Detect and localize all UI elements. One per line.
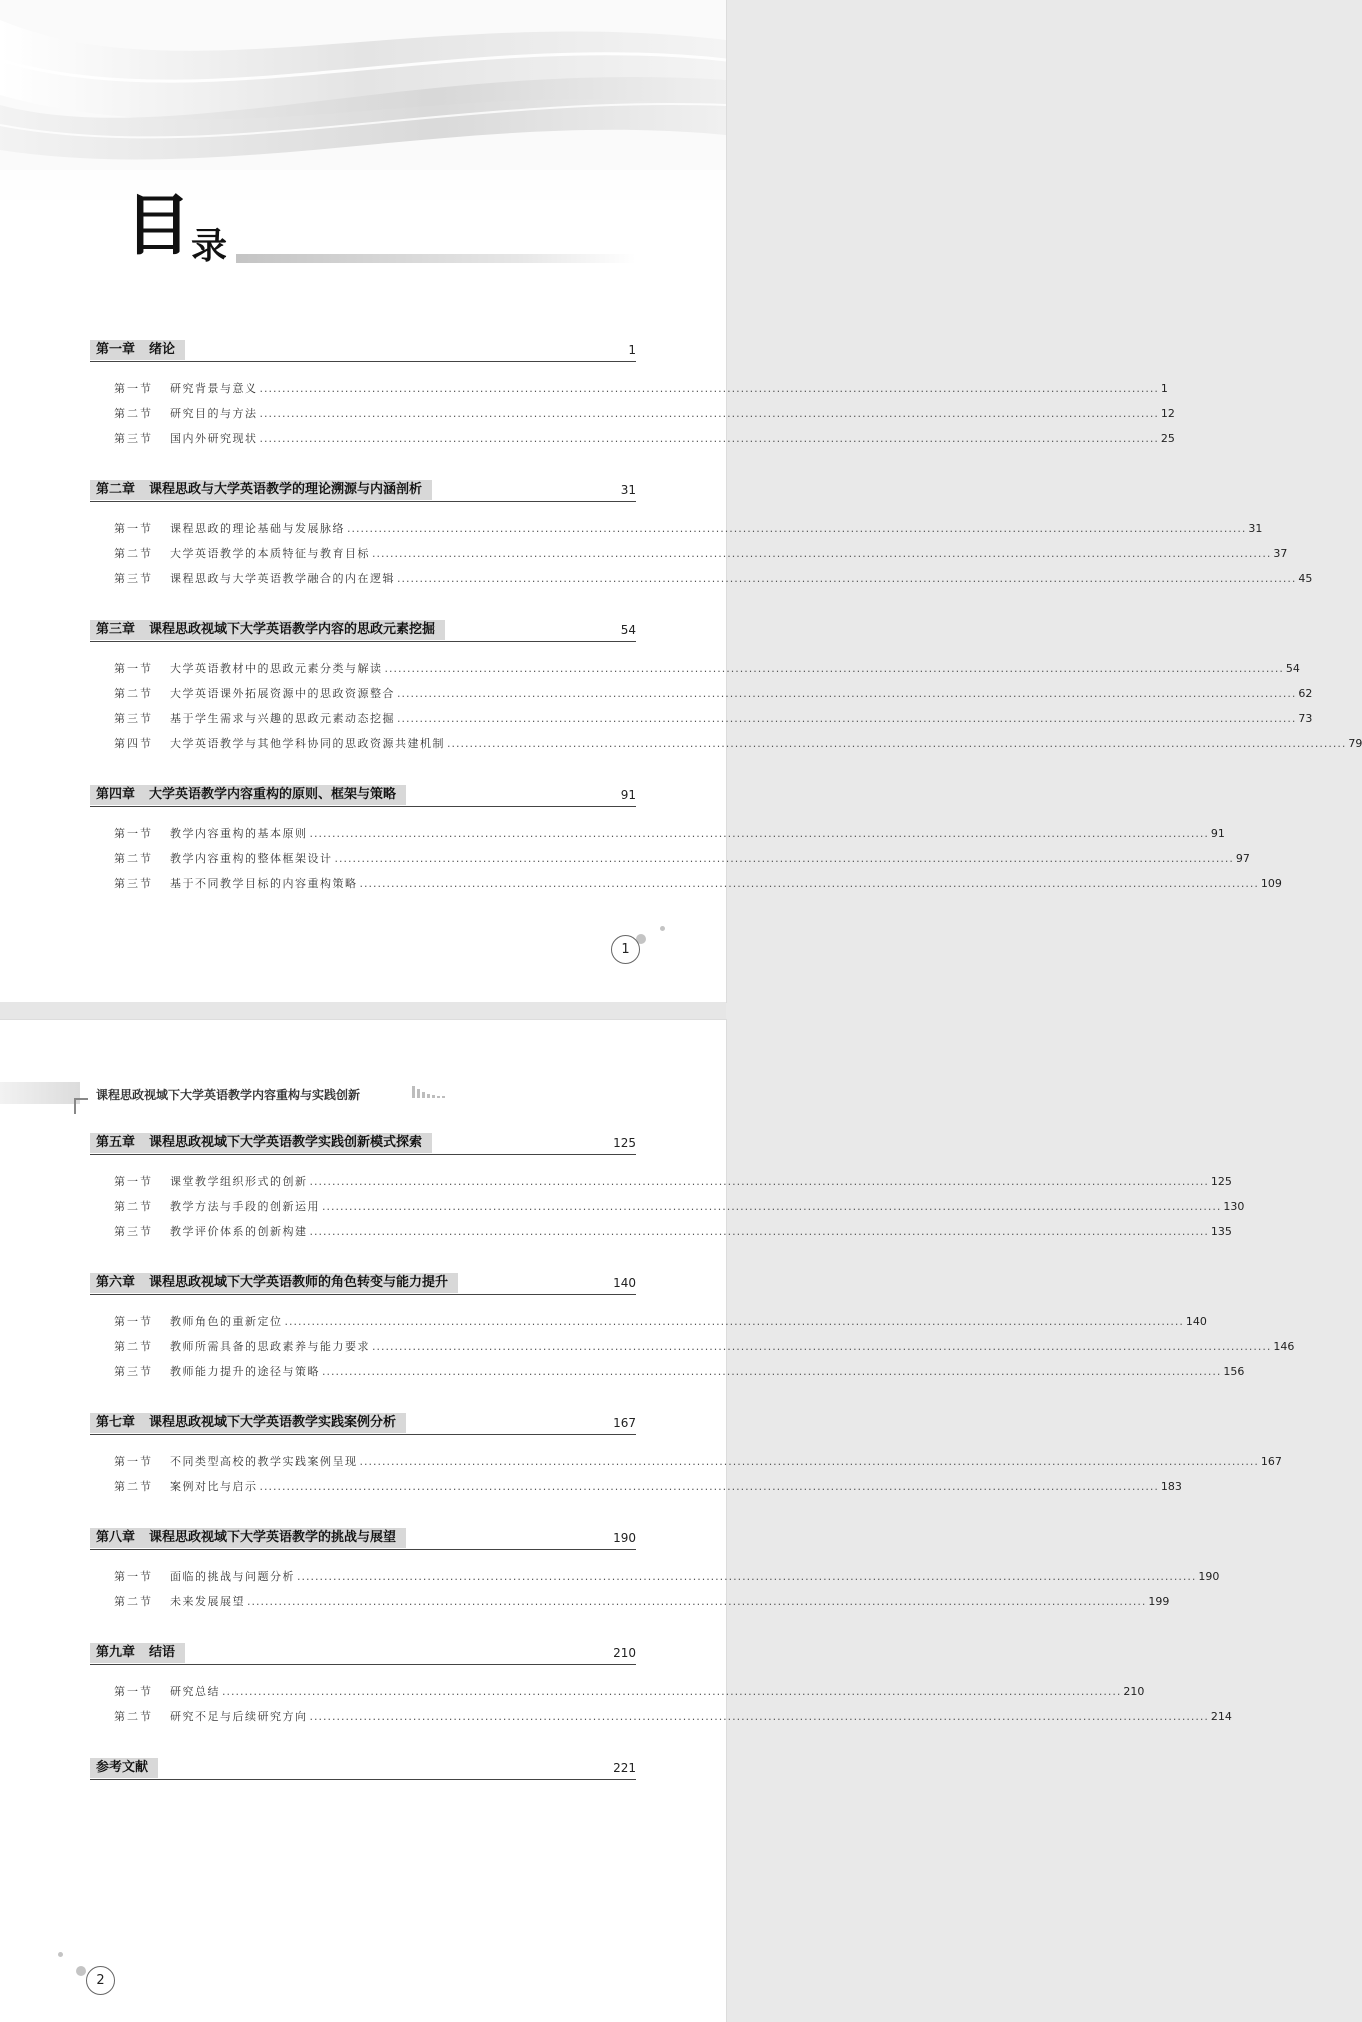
chapter-title: 课程思政与大学英语教学的理论溯源与内涵剖析 (149, 482, 423, 497)
chapter-label (90, 1413, 406, 1433)
section-row[interactable] (90, 1219, 1232, 1244)
section-row[interactable] (90, 426, 1175, 451)
section-row[interactable] (90, 1564, 1220, 1589)
running-header-bracket (74, 1098, 88, 1114)
chapter-row[interactable] (90, 1643, 636, 1665)
section-row[interactable] (90, 871, 1282, 896)
section-page-number: 199 (1148, 1595, 1170, 1608)
dot-leader: ........................................................................................................................................................................................................ (359, 1455, 1259, 1468)
section-title: 大学英语教学的本质特征与教育目标 (170, 547, 370, 560)
chapter-row[interactable] (90, 785, 636, 807)
header-wave-decoration (0, 0, 726, 200)
chapter-label (90, 1273, 458, 1293)
section-row[interactable] (90, 516, 1263, 541)
section-page-number: 91 (1210, 827, 1225, 840)
page-gap (0, 1002, 726, 1020)
chapter-label (90, 1133, 432, 1153)
chapter-title: 绪论 (149, 342, 176, 357)
section-number: 第一节 (114, 827, 153, 840)
dot-leader: ........................................................................................................................................................................................................ (372, 1340, 1272, 1353)
chapter-label (90, 785, 406, 805)
toc-chapter (90, 1413, 1282, 1499)
section-title: 教学内容重构的整体框架设计 (170, 852, 333, 865)
section-number: 第一节 (114, 1175, 153, 1188)
chapter-label (90, 1528, 406, 1548)
chapter-page-number: 1 (628, 343, 636, 357)
chapter-number: 第二章 (96, 482, 136, 497)
section-title: 面临的挑战与问题分析 (170, 1570, 295, 1583)
section-number: 第三节 (114, 712, 153, 725)
section-number: 第二节 (114, 407, 153, 420)
section-page-number: 79 (1348, 737, 1362, 750)
section-title: 教学方法与手段的创新运用 (170, 1200, 320, 1213)
dot-leader: ........................................................................................................................................................................................................ (222, 1685, 1122, 1698)
section-row[interactable] (90, 1679, 1145, 1704)
section-page-number: 190 (1198, 1570, 1220, 1583)
chapter-row[interactable] (90, 1413, 636, 1435)
dot-leader: ........................................................................................................................................................................................................ (309, 1710, 1209, 1723)
section-title: 教学评价体系的创新构建 (170, 1225, 308, 1238)
dot-leader: ........................................................................................................................................................................................................ (447, 737, 1347, 750)
section-list (90, 502, 1313, 591)
toc-chapter (90, 785, 1282, 896)
chapter-title: 课程思政视域下大学英语教学实践创新模式探索 (149, 1135, 423, 1150)
dot-leader: ........................................................................................................................................................................................................ (322, 1365, 1222, 1378)
toc-chapter (90, 620, 1362, 756)
toc-chapter (90, 340, 1175, 451)
chapter-page-number: 167 (613, 1416, 636, 1430)
toc-chapter (90, 1528, 1220, 1614)
section-row[interactable] (90, 1309, 1207, 1334)
section-number: 第二节 (114, 547, 153, 560)
chapter-title: 课程思政视域下大学英语教学实践案例分析 (149, 1415, 397, 1430)
section-number: 第三节 (114, 432, 153, 445)
section-number: 第四节 (114, 737, 153, 750)
running-header-title: 课程思政视域下大学英语教学内容重构与实践创新 (96, 1088, 361, 1102)
decorative-dot (58, 1952, 63, 1957)
section-page-number: 140 (1185, 1315, 1207, 1328)
chapter-row[interactable] (90, 620, 636, 642)
section-number: 第一节 (114, 1315, 153, 1328)
section-number: 第三节 (114, 1365, 153, 1378)
section-number: 第二节 (114, 1480, 153, 1493)
section-page-number: 125 (1210, 1175, 1232, 1188)
section-page-number: 97 (1235, 852, 1250, 865)
section-page-number: 54 (1285, 662, 1300, 675)
dot-leader: ........................................................................................................................................................................................................ (347, 522, 1247, 535)
section-number: 第二节 (114, 1710, 153, 1723)
section-row[interactable] (90, 821, 1225, 846)
chapter-number: 第五章 (96, 1135, 136, 1150)
toc-chapter (90, 1273, 1295, 1384)
chapter-row[interactable] (90, 1528, 636, 1550)
section-number: 第三节 (114, 877, 153, 890)
toc-list (90, 340, 1362, 925)
chapter-label (90, 340, 185, 360)
toc-list (90, 1133, 1295, 1809)
section-title: 案例对比与启示 (170, 1480, 258, 1493)
section-page-number: 25 (1160, 432, 1175, 445)
section-list (90, 1295, 1295, 1384)
dot-leader: ........................................................................................................................................................................................................ (247, 1595, 1147, 1608)
section-number: 第一节 (114, 1455, 153, 1468)
section-row[interactable] (90, 1169, 1232, 1194)
section-title: 国内外研究现状 (170, 432, 258, 445)
section-row[interactable] (90, 706, 1313, 731)
dot-leader: ........................................................................................................................................................................................................ (309, 1225, 1209, 1238)
section-title: 大学英语教材中的思政元素分类与解读 (170, 662, 383, 675)
section-title: 研究目的与方法 (170, 407, 258, 420)
chapter-number: 第一章 (96, 342, 136, 357)
section-page-number: 130 (1223, 1200, 1245, 1213)
section-page-number: 73 (1298, 712, 1313, 725)
section-row[interactable] (90, 1589, 1170, 1614)
chapter-row[interactable] (90, 1273, 636, 1295)
chapter-page-number: 221 (613, 1761, 636, 1775)
section-row[interactable] (90, 1704, 1232, 1729)
toc-heading-small-char: 录 (191, 225, 228, 267)
dot-leader: ........................................................................................................................................................................................................ (372, 547, 1272, 560)
chapter-label (90, 1643, 185, 1663)
chapter-number: 第七章 (96, 1415, 136, 1430)
section-title: 研究背景与意义 (170, 382, 258, 395)
chapter-row[interactable] (90, 340, 636, 362)
section-row[interactable] (90, 376, 1168, 401)
dot-leader: ........................................................................................................................................................................................................ (359, 877, 1259, 890)
section-page-number: 12 (1160, 407, 1175, 420)
chapter-page-number: 31 (620, 483, 636, 497)
section-title: 课堂教学组织形式的创新 (170, 1175, 308, 1188)
toc-chapter (90, 480, 1313, 591)
section-number: 第二节 (114, 1200, 153, 1213)
section-title: 大学英语课外拓展资源中的思政资源整合 (170, 687, 395, 700)
section-row[interactable] (90, 541, 1288, 566)
chapter-row[interactable] (90, 1133, 636, 1155)
toc-page-1 (0, 0, 1362, 1002)
section-title: 未来发展展望 (170, 1595, 245, 1608)
chapter-number: 第九章 (96, 1645, 136, 1660)
section-title: 不同类型高校的教学实践案例呈现 (170, 1455, 358, 1468)
section-title: 基于不同教学目标的内容重构策略 (170, 877, 358, 890)
section-number: 第一节 (114, 522, 153, 535)
section-page-number: 31 (1248, 522, 1263, 535)
chapter-page-number: 91 (620, 788, 636, 802)
section-number: 第二节 (114, 1595, 153, 1608)
dot-leader: ........................................................................................................................................................................................................ (309, 1175, 1209, 1188)
section-list (90, 807, 1282, 896)
chapter-page-number: 190 (613, 1531, 636, 1545)
page-number: 2 (86, 1966, 115, 1995)
running-header-band (0, 1082, 80, 1104)
section-list (90, 1550, 1220, 1614)
section-title: 教师能力提升的途径与策略 (170, 1365, 320, 1378)
section-page-number: 156 (1223, 1365, 1245, 1378)
section-page-number: 183 (1160, 1480, 1182, 1493)
section-row[interactable] (90, 1474, 1182, 1499)
chapter-page-number: 210 (613, 1646, 636, 1660)
section-row[interactable] (90, 656, 1300, 681)
section-title: 大学英语教学与其他学科协同的思政资源共建机制 (170, 737, 445, 750)
section-page-number: 214 (1210, 1710, 1232, 1723)
heading-underline-bar (236, 254, 636, 263)
section-page-number: 210 (1123, 1685, 1145, 1698)
section-page-number: 37 (1273, 547, 1288, 560)
section-number: 第一节 (114, 662, 153, 675)
section-number: 第三节 (114, 572, 153, 585)
section-page-number: 62 (1298, 687, 1313, 700)
dot-leader: ........................................................................................................................................................................................................ (384, 662, 1284, 675)
dot-leader: ........................................................................................................................................................................................................ (397, 712, 1297, 725)
section-title: 课程思政的理论基础与发展脉络 (170, 522, 345, 535)
page-number: 1 (611, 935, 640, 964)
section-title: 教学内容重构的基本原则 (170, 827, 308, 840)
section-page-number: 146 (1273, 1340, 1295, 1353)
section-title: 教师所需具备的思政素养与能力要求 (170, 1340, 370, 1353)
section-page-number: 167 (1260, 1455, 1282, 1468)
chapter-page-number: 125 (613, 1136, 636, 1150)
section-title: 研究总结 (170, 1685, 220, 1698)
chapter-number: 第八章 (96, 1530, 136, 1545)
section-number: 第一节 (114, 382, 153, 395)
dot-leader: ........................................................................................................................................................................................................ (297, 1570, 1197, 1583)
chapter-number: 第六章 (96, 1275, 136, 1290)
section-page-number: 135 (1210, 1225, 1232, 1238)
section-row[interactable] (90, 1359, 1245, 1384)
toc-chapter (90, 1758, 636, 1780)
chapter-row[interactable] (90, 480, 636, 502)
chapter-label (90, 480, 432, 500)
section-list (90, 362, 1175, 451)
section-row[interactable] (90, 401, 1175, 426)
section-number: 第二节 (114, 1340, 153, 1353)
chapter-title: 参考文献 (96, 1760, 149, 1775)
dot-leader: ........................................................................................................................................................................................................ (397, 572, 1297, 585)
dot-leader: ........................................................................................................................................................................................................ (259, 382, 1159, 395)
toc-chapter (90, 1133, 1245, 1244)
chapter-number: 第三章 (96, 622, 136, 637)
toc-page-2 (0, 1020, 1295, 2022)
chapter-title: 结语 (149, 1645, 176, 1660)
section-row[interactable] (90, 846, 1250, 871)
section-list (90, 1155, 1245, 1244)
section-title: 教师角色的重新定位 (170, 1315, 283, 1328)
section-list (90, 1435, 1282, 1499)
decorative-dot (76, 1966, 86, 1976)
dot-leader: ........................................................................................................................................................................................................ (259, 1480, 1159, 1493)
dot-leader: ........................................................................................................................................................................................................ (397, 687, 1297, 700)
section-row[interactable] (90, 1334, 1295, 1359)
section-title: 研究不足与后续研究方向 (170, 1710, 308, 1723)
section-page-number: 109 (1260, 877, 1282, 890)
chapter-title: 大学英语教学内容重构的原则、框架与策略 (149, 787, 397, 802)
chapter-title: 课程思政视域下大学英语教学的挑战与展望 (149, 1530, 397, 1545)
dot-leader: ........................................................................................................................................................................................................ (284, 1315, 1184, 1328)
section-row[interactable] (90, 1449, 1282, 1474)
chapter-title: 课程思政视域下大学英语教学内容的思政元素挖掘 (149, 622, 436, 637)
section-page-number: 1 (1160, 382, 1168, 395)
section-number: 第一节 (114, 1570, 153, 1583)
section-row[interactable] (90, 731, 1362, 756)
section-title: 基于学生需求与兴趣的思政元素动态挖掘 (170, 712, 395, 725)
chapter-row[interactable] (90, 1758, 636, 1780)
dot-leader: ........................................................................................................................................................................................................ (322, 1200, 1222, 1213)
section-list (90, 642, 1362, 756)
chapter-label (90, 620, 445, 640)
chapter-page-number: 140 (613, 1276, 636, 1290)
chapter-page-number: 54 (620, 623, 636, 637)
section-number: 第三节 (114, 1225, 153, 1238)
chapter-title: 课程思政视域下大学英语教师的角色转变与能力提升 (149, 1275, 449, 1290)
decorative-dot (660, 926, 665, 931)
section-list (90, 1665, 1232, 1729)
dot-leader: ........................................................................................................................................................................................................ (334, 852, 1234, 865)
section-row[interactable] (90, 681, 1313, 706)
chapter-number: 第四章 (96, 787, 136, 802)
section-number: 第一节 (114, 1685, 153, 1698)
toc-heading-big-char: 目 (125, 186, 191, 264)
section-number: 第二节 (114, 852, 153, 865)
section-title: 课程思政与大学英语教学融合的内在逻辑 (170, 572, 395, 585)
dot-leader: ........................................................................................................................................................................................................ (259, 432, 1159, 445)
dot-leader: ........................................................................................................................................................................................................ (309, 827, 1209, 840)
section-page-number: 45 (1298, 572, 1313, 585)
section-number: 第二节 (114, 687, 153, 700)
section-row[interactable] (90, 1194, 1245, 1219)
section-row[interactable] (90, 566, 1313, 591)
dot-leader: ........................................................................................................................................................................................................ (259, 407, 1159, 420)
chapter-label (90, 1758, 158, 1778)
toc-chapter (90, 1643, 1232, 1729)
